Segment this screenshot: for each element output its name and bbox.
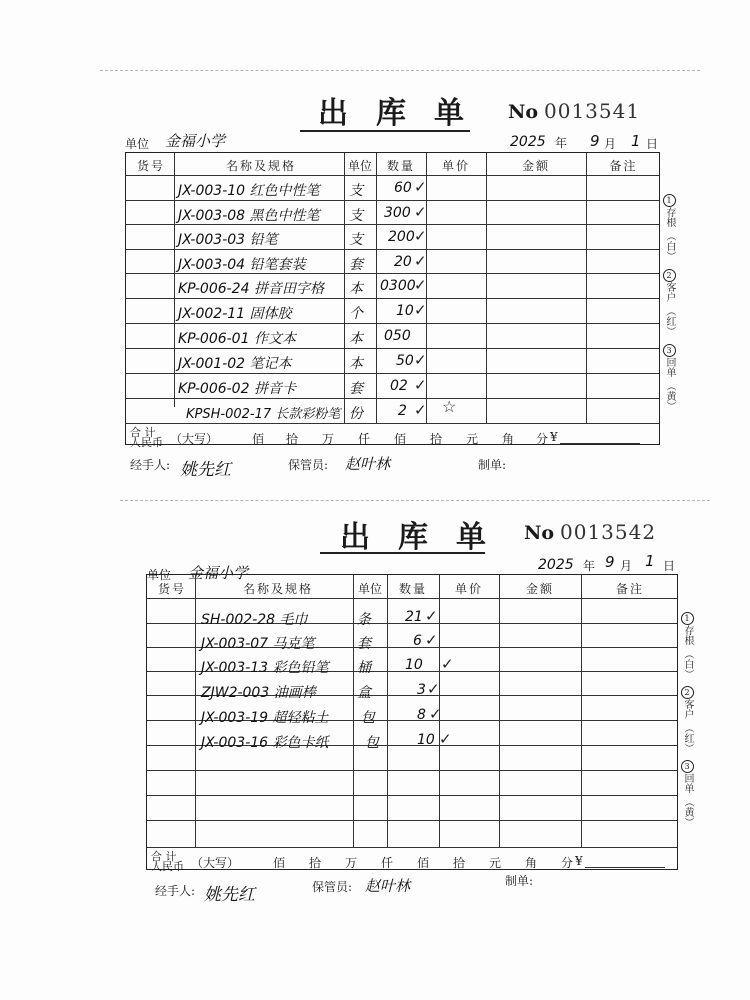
slip-1-row-3-unit: 支: [349, 232, 363, 248]
slip-1-row-7-unit: 本: [349, 331, 363, 347]
slip-1-date-month-suffix: 月: [604, 137, 617, 151]
slip-1-row-4-check-icon: ✓: [414, 252, 427, 270]
slip-2-handler-label: 经手人:: [155, 884, 196, 898]
slip-1-total-unit-8: 角: [502, 432, 515, 446]
slip-1-handler-label: 经手人:: [130, 458, 171, 472]
slip-1-row-4-qty: 20: [394, 254, 412, 270]
slip-2-date-day-suffix: 日: [663, 559, 676, 573]
slip-1-row-1-name: JX-003-10 红色中性笔: [178, 183, 320, 199]
slip-1-row-5-qty: 0300: [380, 278, 416, 294]
slip-1-total-daxie: （大写）: [170, 432, 219, 446]
slip-1-keeper-signature: 赵叶林: [345, 455, 391, 473]
slip-2-row-1-qty: 21: [405, 609, 423, 625]
slip-2-table: [146, 574, 678, 873]
slip-1-total-unit-7: 元: [466, 432, 479, 446]
slip-2-header-price: 单价: [454, 582, 483, 596]
slip-1-total-unit-1: 佰: [252, 432, 265, 446]
slip-2-row-1-check-icon: ✓: [425, 607, 438, 625]
slip-2-total-unit-1: 佰: [273, 856, 286, 870]
slip-2-row-4-unit: 盒: [357, 685, 371, 701]
slip-2-row-2-name: JX-003-07 马克笔: [201, 636, 315, 652]
slip-1-row-2-qty: 300: [384, 205, 411, 221]
slip-1-header-qty: 数量: [386, 159, 415, 173]
slip-1-row-7-qty: 050: [384, 328, 411, 344]
slip-2-date-day: 1: [645, 552, 655, 570]
middle-separator: [120, 500, 710, 501]
slip-1-total-label-2: 人民币: [130, 436, 163, 449]
slip-2-row-1-name: SH-002-28 毛巾: [201, 612, 308, 628]
slip-1-row-6-name: JX-002-11 固体胶: [178, 306, 292, 322]
slip-1-unit-label: 单位: [125, 137, 150, 151]
slip-2-row-6-name: JX-003-16 彩色卡纸: [201, 735, 329, 751]
slip-1-handler-signature: 姚先红: [180, 460, 231, 480]
slip-1-row-1-unit: 支: [349, 183, 363, 199]
slip-1-maker-label: 制单:: [478, 458, 507, 472]
slip-1-row-8-unit: 本: [349, 356, 363, 372]
slip-1-star-mark-icon: ☆: [442, 397, 457, 416]
slip-2-total-unit-2: 拾: [309, 856, 322, 870]
slip-1-number: 0013541: [544, 99, 641, 123]
slip-1-total-unit-2: 拾: [286, 432, 299, 446]
slip-1-row-3-name: JX-003-03 铅笔: [178, 232, 278, 248]
slip-1-row-8-name: JX-001-02 笔记本: [178, 356, 292, 372]
slip-1-row-2-check-icon: ✓: [414, 203, 427, 221]
slip-2-row-2-check-icon: ✓: [425, 631, 438, 649]
slip-1-row-8-qty: 50: [396, 353, 414, 369]
slip-1-total-unit-5: 佰: [394, 432, 407, 446]
slip-2-no-label: No: [524, 522, 555, 544]
slip-1-total-label-1: 合 计: [130, 426, 156, 439]
slip-1-date-day-suffix: 日: [646, 137, 659, 151]
slip-2-row-2-qty: 6: [413, 633, 422, 649]
slip-1-row-8-check-icon: ✓: [414, 351, 427, 369]
slip-1-row-4-unit: 套: [349, 257, 363, 273]
slip-2-total-amount-line: [585, 867, 665, 868]
slip-1-row-2-unit: 支: [349, 208, 363, 224]
slip-2-total-unit-4: 仟: [381, 856, 394, 870]
slip-2-side-label-1: 1 存根 （白）: [682, 614, 693, 679]
slip-1-row-5-check-icon: ✓: [414, 276, 427, 294]
slip-1-total-amount-line: [560, 443, 640, 444]
slip-1-row-9-check-icon: ✓: [414, 376, 427, 394]
slip-2-row-5-check-icon: ✓: [429, 705, 442, 723]
slip-2-total-unit-9: 分: [561, 856, 574, 870]
slip-1-total-yen: ¥: [550, 430, 558, 444]
slip-2-header-amount: 金额: [525, 582, 554, 596]
slip-1-row-9-name: KP-006-02 拼音卡: [178, 381, 296, 397]
slip-1-row-6-check-icon: ✓: [414, 301, 427, 319]
slip-1-no-label: No: [508, 101, 539, 123]
slip-2-row-5-qty: 8: [417, 707, 426, 723]
slip-2-total-daxie: （大写）: [191, 856, 240, 870]
slip-2-header-qty: 数量: [398, 582, 427, 596]
slip-2-total-label-1: 合 计: [151, 850, 177, 863]
slip-1-side-label-3: 3 回单 （黄）: [664, 346, 675, 411]
slip-1-header-name: 名称及规格: [225, 159, 296, 173]
slip-2-unit-value: 金福小学: [188, 564, 249, 582]
slip-1-total-unit-4: 仟: [358, 432, 371, 446]
slip-1-header-price: 单价: [441, 159, 470, 173]
slip-2-row-4-name: ZJW2-003 油画棒: [201, 685, 316, 701]
slip-2-total-yen: ¥: [575, 854, 583, 868]
slip-1-title-underline: [300, 130, 470, 132]
slip-1-header-note: 备注: [609, 159, 638, 173]
slip-1-date-year: 2025: [510, 134, 546, 150]
slip-1-row-3-check-icon: ✓: [414, 227, 427, 245]
slip-2-row-2-unit: 套: [357, 636, 371, 652]
slip-2-row-6-unit: 包: [365, 735, 379, 751]
slip-2-date-month: 9: [605, 553, 615, 571]
slip-2-row-6-qty: 10: [417, 732, 435, 748]
slip-2-side-label-2: 2 客户 （红）: [682, 688, 693, 753]
slip-1-side-label-1: 1 存根 （白）: [664, 196, 675, 261]
slip-2-row-3-qty: 10: [405, 657, 423, 673]
slip-2-total-unit-7: 元: [489, 856, 502, 870]
slip-2-header-name: 名称及规格: [242, 582, 313, 596]
slip-1-row-7-name: KP-006-01 作文本: [178, 331, 296, 347]
slip-2-side-label-3: 3 回单 （黄）: [682, 762, 693, 827]
slip-2-total-label-2: 人民币: [151, 860, 184, 873]
slip-1-unit-value: 金福小学: [165, 132, 226, 150]
slip-1-header-amount: 金额: [521, 159, 550, 173]
slip-1-row-6-qty: 10: [396, 303, 414, 319]
slip-2-row-5-unit: 包: [361, 710, 375, 726]
slip-2-row-3-unit: 桶: [357, 660, 371, 676]
slip-2-title-underline: [320, 552, 485, 554]
slip-2-total-unit-8: 角: [525, 856, 538, 870]
slip-2-header-sku: 货号: [157, 582, 186, 596]
slip-2-maker-label: 制单:: [505, 874, 534, 888]
slip-2-row-5-name: JX-003-19 超轻粘土: [201, 710, 329, 726]
slip-1-title: 出库单: [318, 96, 492, 131]
slip-2-row-3-name: JX-003-13 彩色铅笔: [201, 660, 329, 676]
slip-1-total-unit-6: 拾: [430, 432, 443, 446]
slip-1-row-2-name: JX-003-08 黑色中性笔: [178, 208, 320, 224]
slip-2-row-4-check-icon: ✓: [427, 680, 440, 698]
slip-2-title: 出库单: [340, 520, 514, 555]
slip-1-row-10-check-icon: ✓: [414, 401, 427, 419]
slip-1-row-10-name: KPSH-002-17 长款彩粉笔: [186, 407, 341, 422]
slip-2-total-unit-5: 佰: [417, 856, 430, 870]
slip-1-date-year-suffix: 年: [555, 136, 568, 150]
slip-1-total-unit-9: 分: [536, 432, 549, 446]
slip-2-row-3-check-icon: ✓: [441, 655, 454, 673]
slip-2-handler-signature: 姚先红: [204, 885, 255, 905]
slip-1-row-1-qty: 60: [394, 180, 412, 196]
slip-1-row-9-unit: 套: [349, 381, 363, 397]
slip-1-table: [125, 152, 660, 449]
slip-2-header-unit: 单位: [357, 582, 382, 596]
slip-2-date-month-suffix: 月: [620, 559, 633, 573]
slip-1-row-4-name: JX-003-04 铅笔套装: [178, 257, 306, 273]
slip-2-total-unit-6: 拾: [453, 856, 466, 870]
slip-2-header-note: 备注: [615, 582, 644, 596]
slip-1-row-10-unit: 份: [349, 406, 363, 422]
slip-2-unit-label: 单位: [147, 568, 172, 582]
slip-2-keeper-label: 保管员:: [312, 880, 353, 894]
slip-2-date-year-suffix: 年: [583, 559, 596, 573]
slip-1-row-1-check-icon: ✓: [414, 178, 427, 196]
slip-1-row-6-unit: 个: [349, 306, 363, 322]
slip-2-keeper-signature: 赵叶林: [365, 877, 411, 895]
top-separator: [100, 70, 700, 71]
slip-1-header-sku: 货号: [136, 159, 165, 173]
slip-2-number: 0013542: [560, 520, 657, 544]
slip-1-keeper-label: 保管员:: [288, 458, 329, 472]
slip-2-row-4-qty: 3: [417, 682, 426, 698]
slip-1-row-3-qty: 200: [388, 229, 415, 245]
slip-1-row-5-unit: 本: [349, 281, 363, 297]
slip-1-date-day: 1: [631, 132, 641, 150]
slip-1-total-unit-3: 万: [322, 432, 335, 446]
slip-1-row-10-qty: 2: [398, 403, 407, 419]
slip-1-date-month: 9: [590, 132, 600, 150]
slip-2-date-year: 2025: [538, 557, 574, 573]
slip-2-row-1-unit: 条: [357, 612, 371, 628]
slip-2-total-unit-3: 万: [345, 856, 358, 870]
slip-2-row-6-check-icon: ✓: [439, 730, 452, 748]
slip-1-side-label-2: 2 客户 （红）: [664, 271, 675, 336]
slip-1-header-unit: 单位: [347, 159, 372, 173]
slip-1-row-9-qty: 02: [390, 378, 408, 394]
slip-1-row-5-name: KP-006-24 拼音田字格: [178, 281, 324, 297]
